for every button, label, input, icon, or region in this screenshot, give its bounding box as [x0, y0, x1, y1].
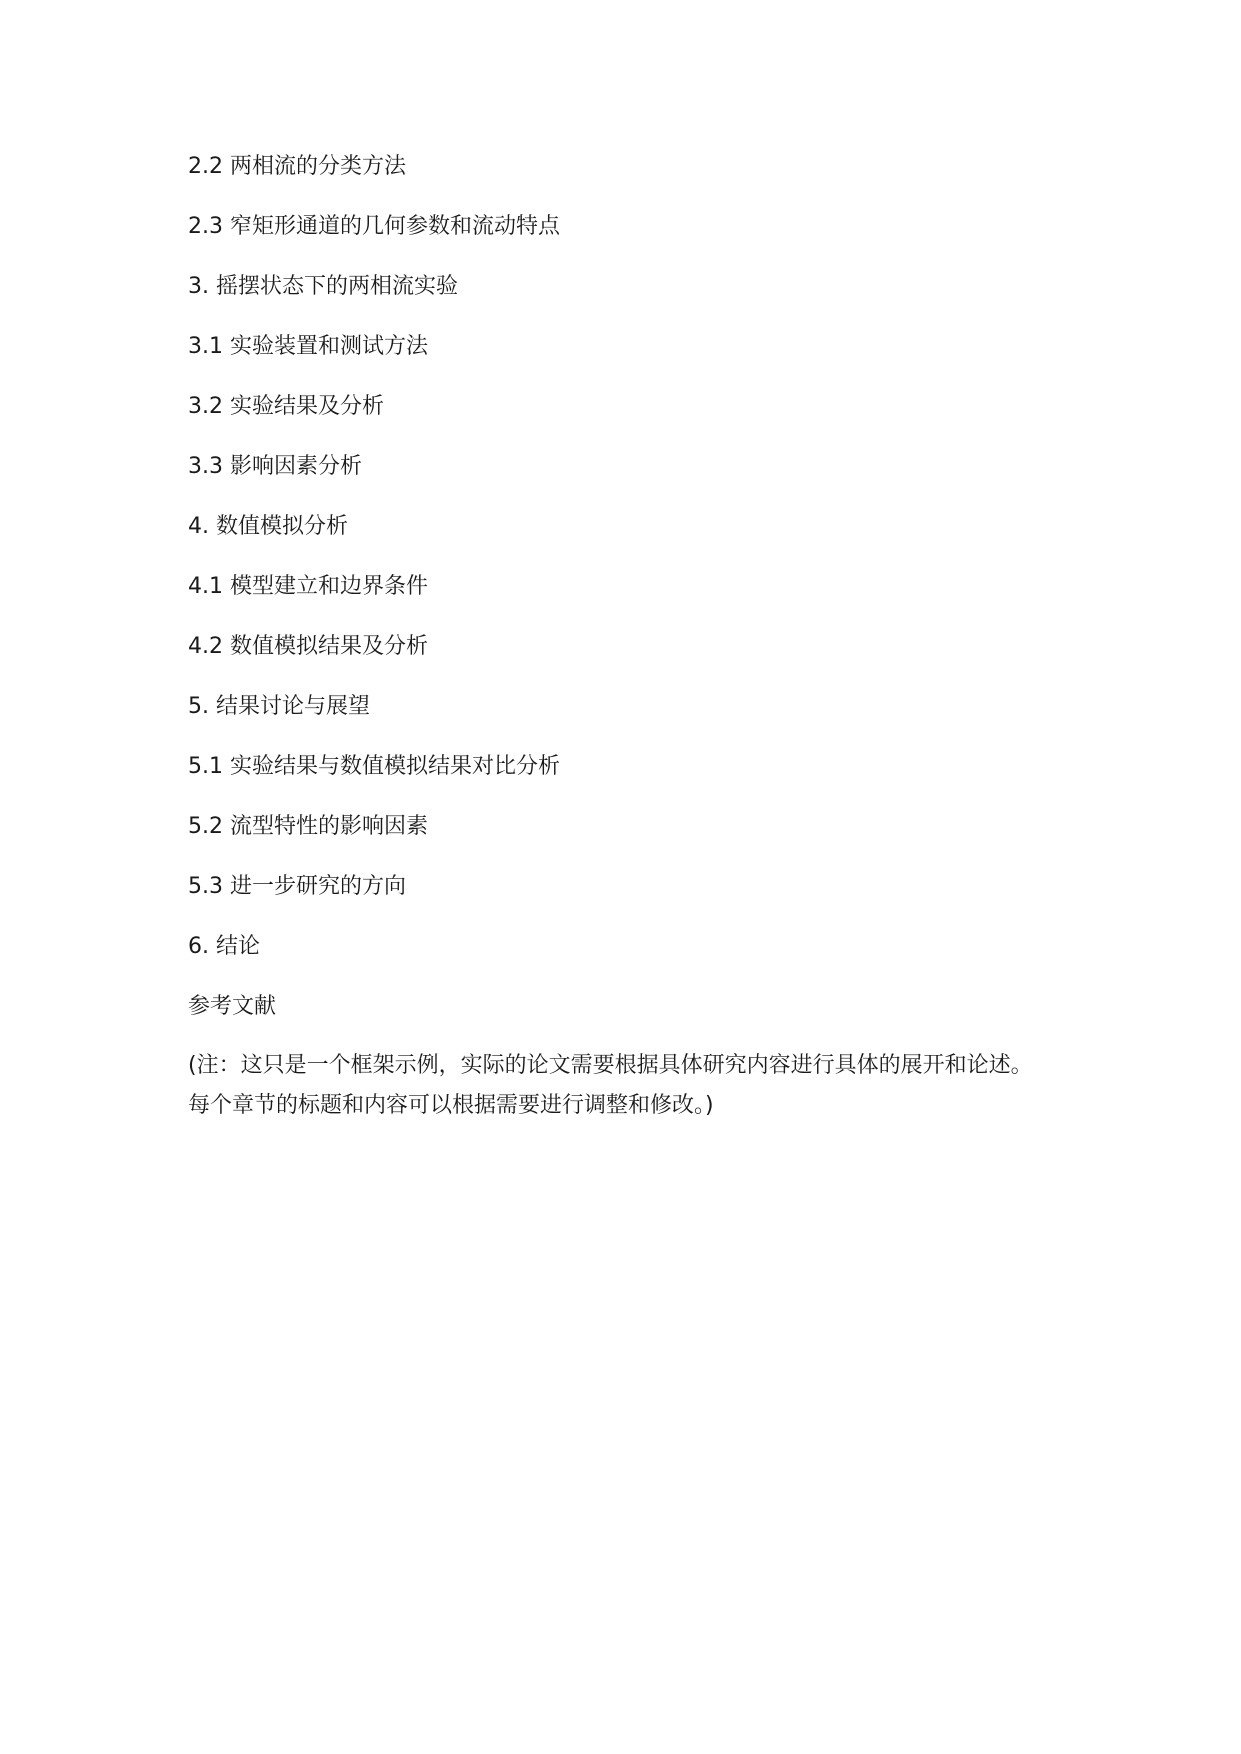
toc-item-6: 6. 结论 — [188, 934, 260, 959]
toc-item-5: 5. 结果讨论与展望 — [188, 694, 370, 719]
toc-item-4-1: 4.1 模型建立和边界条件 — [188, 574, 428, 599]
toc-item-4-2: 4.2 数值模拟结果及分析 — [188, 634, 428, 659]
toc-item-3-3: 3.3 影响因素分析 — [188, 454, 362, 479]
toc-item-3-1: 3.1 实验装置和测试方法 — [188, 334, 428, 359]
toc-item-references: 参考文献 — [188, 994, 277, 1019]
toc-item-3-2: 3.2 实验结果及分析 — [188, 394, 384, 419]
toc-item-5-2: 5.2 流型特性的影响因素 — [188, 814, 428, 839]
toc-item-3: 3. 摇摆状态下的两相流实验 — [188, 274, 458, 299]
note-line-2: 每个章节的标题和内容可以根据需要进行调整和修改。) — [188, 1093, 714, 1118]
note-line-1: (注：这只是一个框架示例，实际的论文需要根据具体研究内容进行具体的展开和论述。 — [188, 1053, 1033, 1078]
toc-item-2-2: 2.2 两相流的分类方法 — [188, 154, 406, 179]
toc-item-4: 4. 数值模拟分析 — [188, 514, 348, 539]
toc-item-5-1: 5.1 实验结果与数值模拟结果对比分析 — [188, 754, 560, 779]
toc-item-5-3: 5.3 进一步研究的方向 — [188, 874, 406, 899]
document-content — [188, 152, 1088, 1126]
note-paragraph — [188, 1046, 1088, 1126]
toc-item-2-3: 2.3 窄矩形通道的几何参数和流动特点 — [188, 214, 560, 239]
